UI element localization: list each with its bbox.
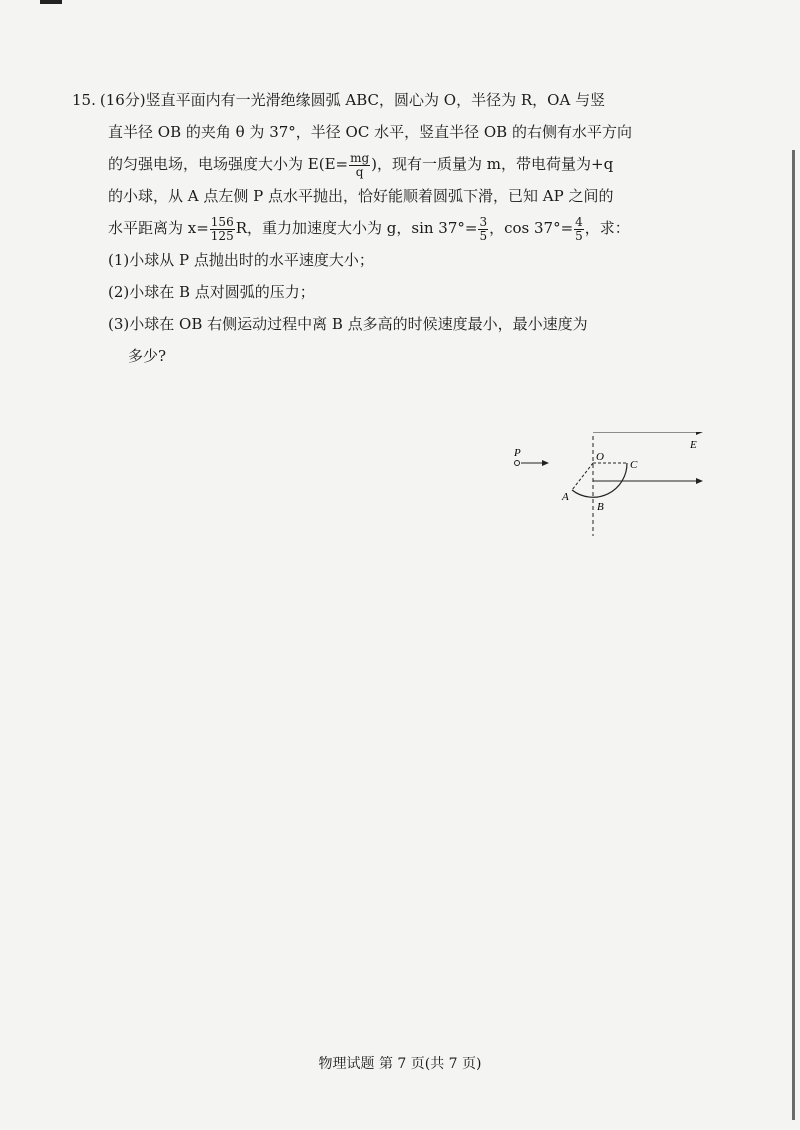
field-arrow-lower [696, 478, 703, 484]
label-e: E [690, 439, 697, 451]
fraction-3-over-5 [478, 216, 488, 243]
label-b: B [597, 501, 604, 513]
fraction-numerator: 156 [210, 214, 234, 229]
label-c: C [630, 459, 638, 471]
right-edge-shadow [792, 150, 795, 1120]
fraction-numerator: mg [350, 150, 370, 165]
fraction-denominator: 5 [479, 228, 488, 243]
line5-text-d: ，求： [584, 219, 630, 237]
problem-text-1: 竖直平面内有一光滑绝缘圆弧 ABC，圆心为 O，半径为 R，OA 与竖 [145, 91, 606, 109]
velocity-arrowhead-p [542, 460, 549, 466]
line3-text-a: 的匀强电场，电场强度大小为 E(E= [108, 155, 349, 173]
field-arrow-upper [696, 432, 703, 435]
problem-line-3 [72, 148, 712, 180]
line5-text-c: ，cos 37°= [489, 219, 574, 237]
radius-oa [572, 463, 593, 490]
question-3-line-1: (3)小球在 OB 右侧运动过程中离 B 点多高的时候速度最小，最小速度为 [108, 315, 588, 333]
question-3-line-2: 多少? [128, 347, 167, 365]
problem-line-2: 直半径 OB 的夹角 θ 为 37°，半径 OC 水平，竖直半径 OB 的右侧有水平方向 [108, 123, 632, 141]
fraction-mg-over-q [349, 152, 370, 179]
fraction-numerator: 4 [575, 214, 583, 229]
line3-text-b: )，现有一质量为 m，带电荷量为+q [371, 155, 614, 173]
fraction-denominator: 5 [575, 228, 583, 243]
problem-number: 15. [72, 91, 96, 109]
fraction-156-over-125 [210, 216, 235, 243]
question-2: (2)小球在 B 点对圆弧的压力； [108, 283, 315, 301]
problem-15 [72, 84, 712, 372]
top-edge-mark [40, 0, 62, 4]
fraction-numerator: 3 [479, 214, 488, 229]
line5-text-b: R，重力加速度大小为 g，sin 37°= [235, 219, 478, 237]
problem-score: (16分) [99, 91, 146, 109]
point-p [515, 461, 520, 466]
fraction-4-over-5 [574, 216, 584, 243]
label-o: O [596, 451, 604, 463]
question-1: (1)小球从 P 点抛出时的水平速度大小； [108, 251, 374, 269]
problem-line-4: 的小球，从 A 点左侧 P 点水平抛出，恰好能顺着圆弧下滑，已知 AP 之间的 [108, 187, 614, 205]
problem-line-5 [72, 212, 712, 244]
line5-text-a: 水平距离为 x= [108, 219, 209, 237]
circuit-arc-diagram [500, 432, 720, 542]
fraction-denominator: q [355, 164, 364, 179]
fraction-denominator: 125 [210, 228, 234, 243]
label-a: A [562, 491, 569, 503]
page-footer: 物理试题 第 7 页(共 7 页) [318, 1056, 482, 1072]
problem-line-1 [72, 84, 712, 116]
label-p: P [514, 447, 521, 459]
